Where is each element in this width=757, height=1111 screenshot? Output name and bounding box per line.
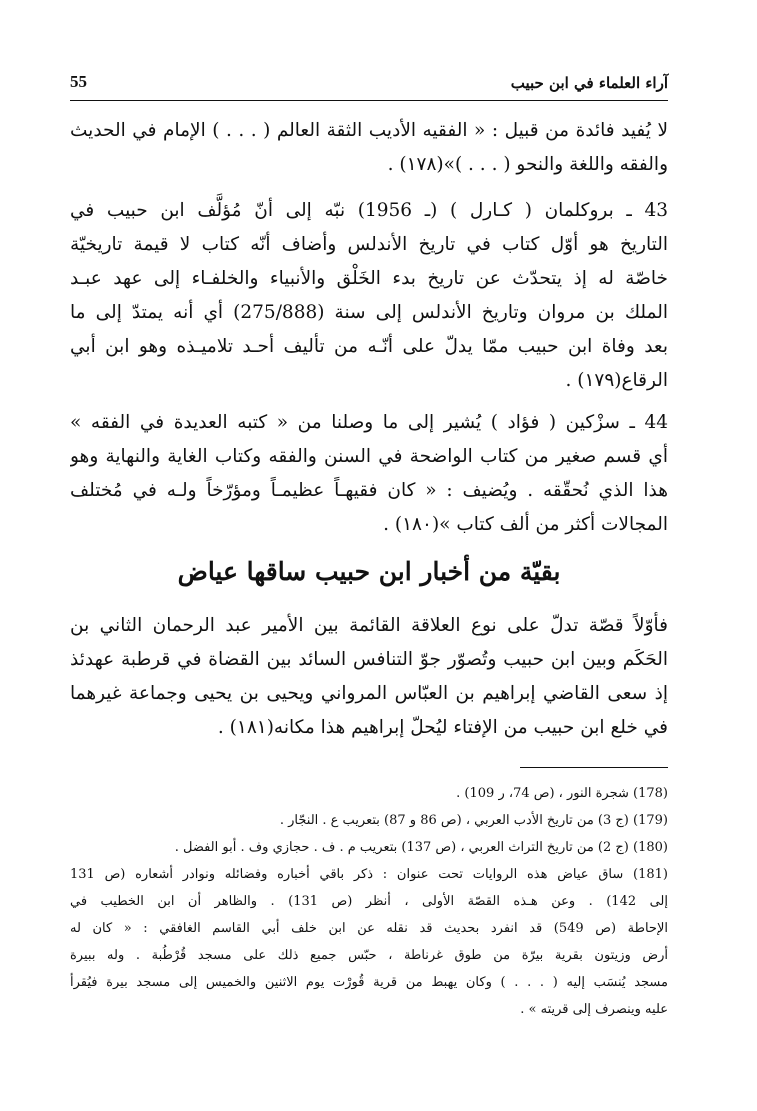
text-line: في خلع ابن حبيب من الإفتاء ليُحلّ إبراهيم هذا مكانه(١٨١) .	[217, 717, 668, 738]
text-line: المجالات أكثر من ألف كتاب »(١٨٠) .	[383, 514, 668, 535]
text-line: التاريخ هو أوّل كتاب في تاريخ الأندلس وأضاف أنّه كتاب لا قيمة تاريخيّة	[70, 234, 668, 255]
text-line: خاصّة له إذ يتحدّث عن تاريخ بدء الخَلْق والأنبياء والخلفـاء إلى عهد عبـد	[70, 268, 668, 289]
footnote-line: (179) (ج 3) من تاريخ الأدب العربي ، (ص 86 و 87) بتعريب ع . النجّار .	[279, 813, 668, 828]
footnote-line: الإحاطة (ص 549) قد انفرد بحديث قد نقله عن ابن خلف أبي القاسم الغافقي : « كان له	[70, 921, 668, 936]
running-title: آراء العلماء في ابن حبيب	[510, 74, 668, 92]
section-heading: بقيّة من أخبار ابن حبيب ساقها عياض	[177, 557, 561, 586]
text-line: فأوّلاً قصّة تدلّ على نوع العلاقة القائمة بين الأمير عبد الرحمان الثاني بن	[70, 615, 668, 636]
page-header	[70, 72, 668, 96]
text-line: والفقه واللغة والنحو ( . . . )»(١٧٨) .	[387, 154, 668, 175]
footnote-line: مسجد يُنسَب إليه ( . . . ) وكان يهبط من قرية قُورْت يوم الاثنين والخميس إلى مسجد بيرة فيُقرأ	[70, 975, 668, 990]
text-line: إذ سعى القاضي إبراهيم بن العبّاس المرواني ويحيى بن يحيى وجماعة غيرهما	[70, 683, 668, 704]
text-line: بعد وفاة ابن حبيب ممّا يدلّ على أنّـه من تأليف أحـد تلاميـذه وهو ابن أبي	[70, 336, 668, 357]
footnote-line: (180) (ج 2) من تاريخ التراث العربي ، (ص 137) بتعريب م . ف . حجازي وف . أبو الفضل .	[174, 840, 668, 855]
text-line: أي قسم صغير من كتاب الواضحة في السنن والفقه وكتاب الغاية والنهاية وهو	[70, 446, 668, 467]
section-text	[70, 605, 668, 755]
footnote-separator	[520, 767, 668, 768]
footnote-line: (178) شجرة النور ، (ص 74، ر 109) .	[456, 786, 668, 801]
footnote-line: إلى 142) . وعن هـذه القصّة الأولى ، أنظر (ص 131) . والظاهر أن ابن الخطيب في	[70, 894, 668, 909]
text-line: الحَكَم وبين ابن حبيب وتُصوّر جوّ التنافس السائد بين القضاة في قرطبة عهدئذ	[70, 649, 668, 670]
footnote-line: (181) ساق عياض هذه الروايات تحت عنوان : ذكر باقي أخباره وفضائله ونوادر أشعاره (ص 131	[70, 867, 668, 882]
text-line: الملك بن مروان وتاريخ الأندلس إلى سنة (275/888) أي أنه يمتدّ إلى ما	[70, 302, 668, 323]
footnotes	[70, 780, 668, 1020]
text-line: هذا الذي نُحقّقه . ويُضيف : « كان فقيهـاً عظيمـاً ومؤرّخاً ولـه في مُختلف	[70, 480, 668, 501]
header-rule	[70, 100, 668, 101]
page-number: 55	[70, 72, 87, 91]
main-text	[70, 110, 668, 540]
footnote-line: أرض وزيتون بقرية بيرّة من طوق غرناطة ، حبّس جميع ذلك على مسجد قُرْطُبة . وله ببيرة	[70, 948, 668, 963]
footnote-line: عليه وينصرف إلى قريته » .	[520, 1002, 668, 1017]
text-line: 44 ـ سزْكين ( فؤاد ) يُشير إلى ما وصلنا من « كتبه العديدة في الفقه »	[70, 412, 668, 433]
text-line: الرقاع(١٧٩) .	[565, 370, 668, 391]
text-line: لا يُفيد فائدة من قبيل : « الفقيه الأديب الثقة العالم ( . . . ) الإمام في الحديث	[70, 120, 668, 141]
text-line: 43 ـ بروكلمان ( كـارل ) (ـ 1956) نبّه إلى أنّ مُؤلَّف ابن حبيب في	[70, 200, 668, 221]
